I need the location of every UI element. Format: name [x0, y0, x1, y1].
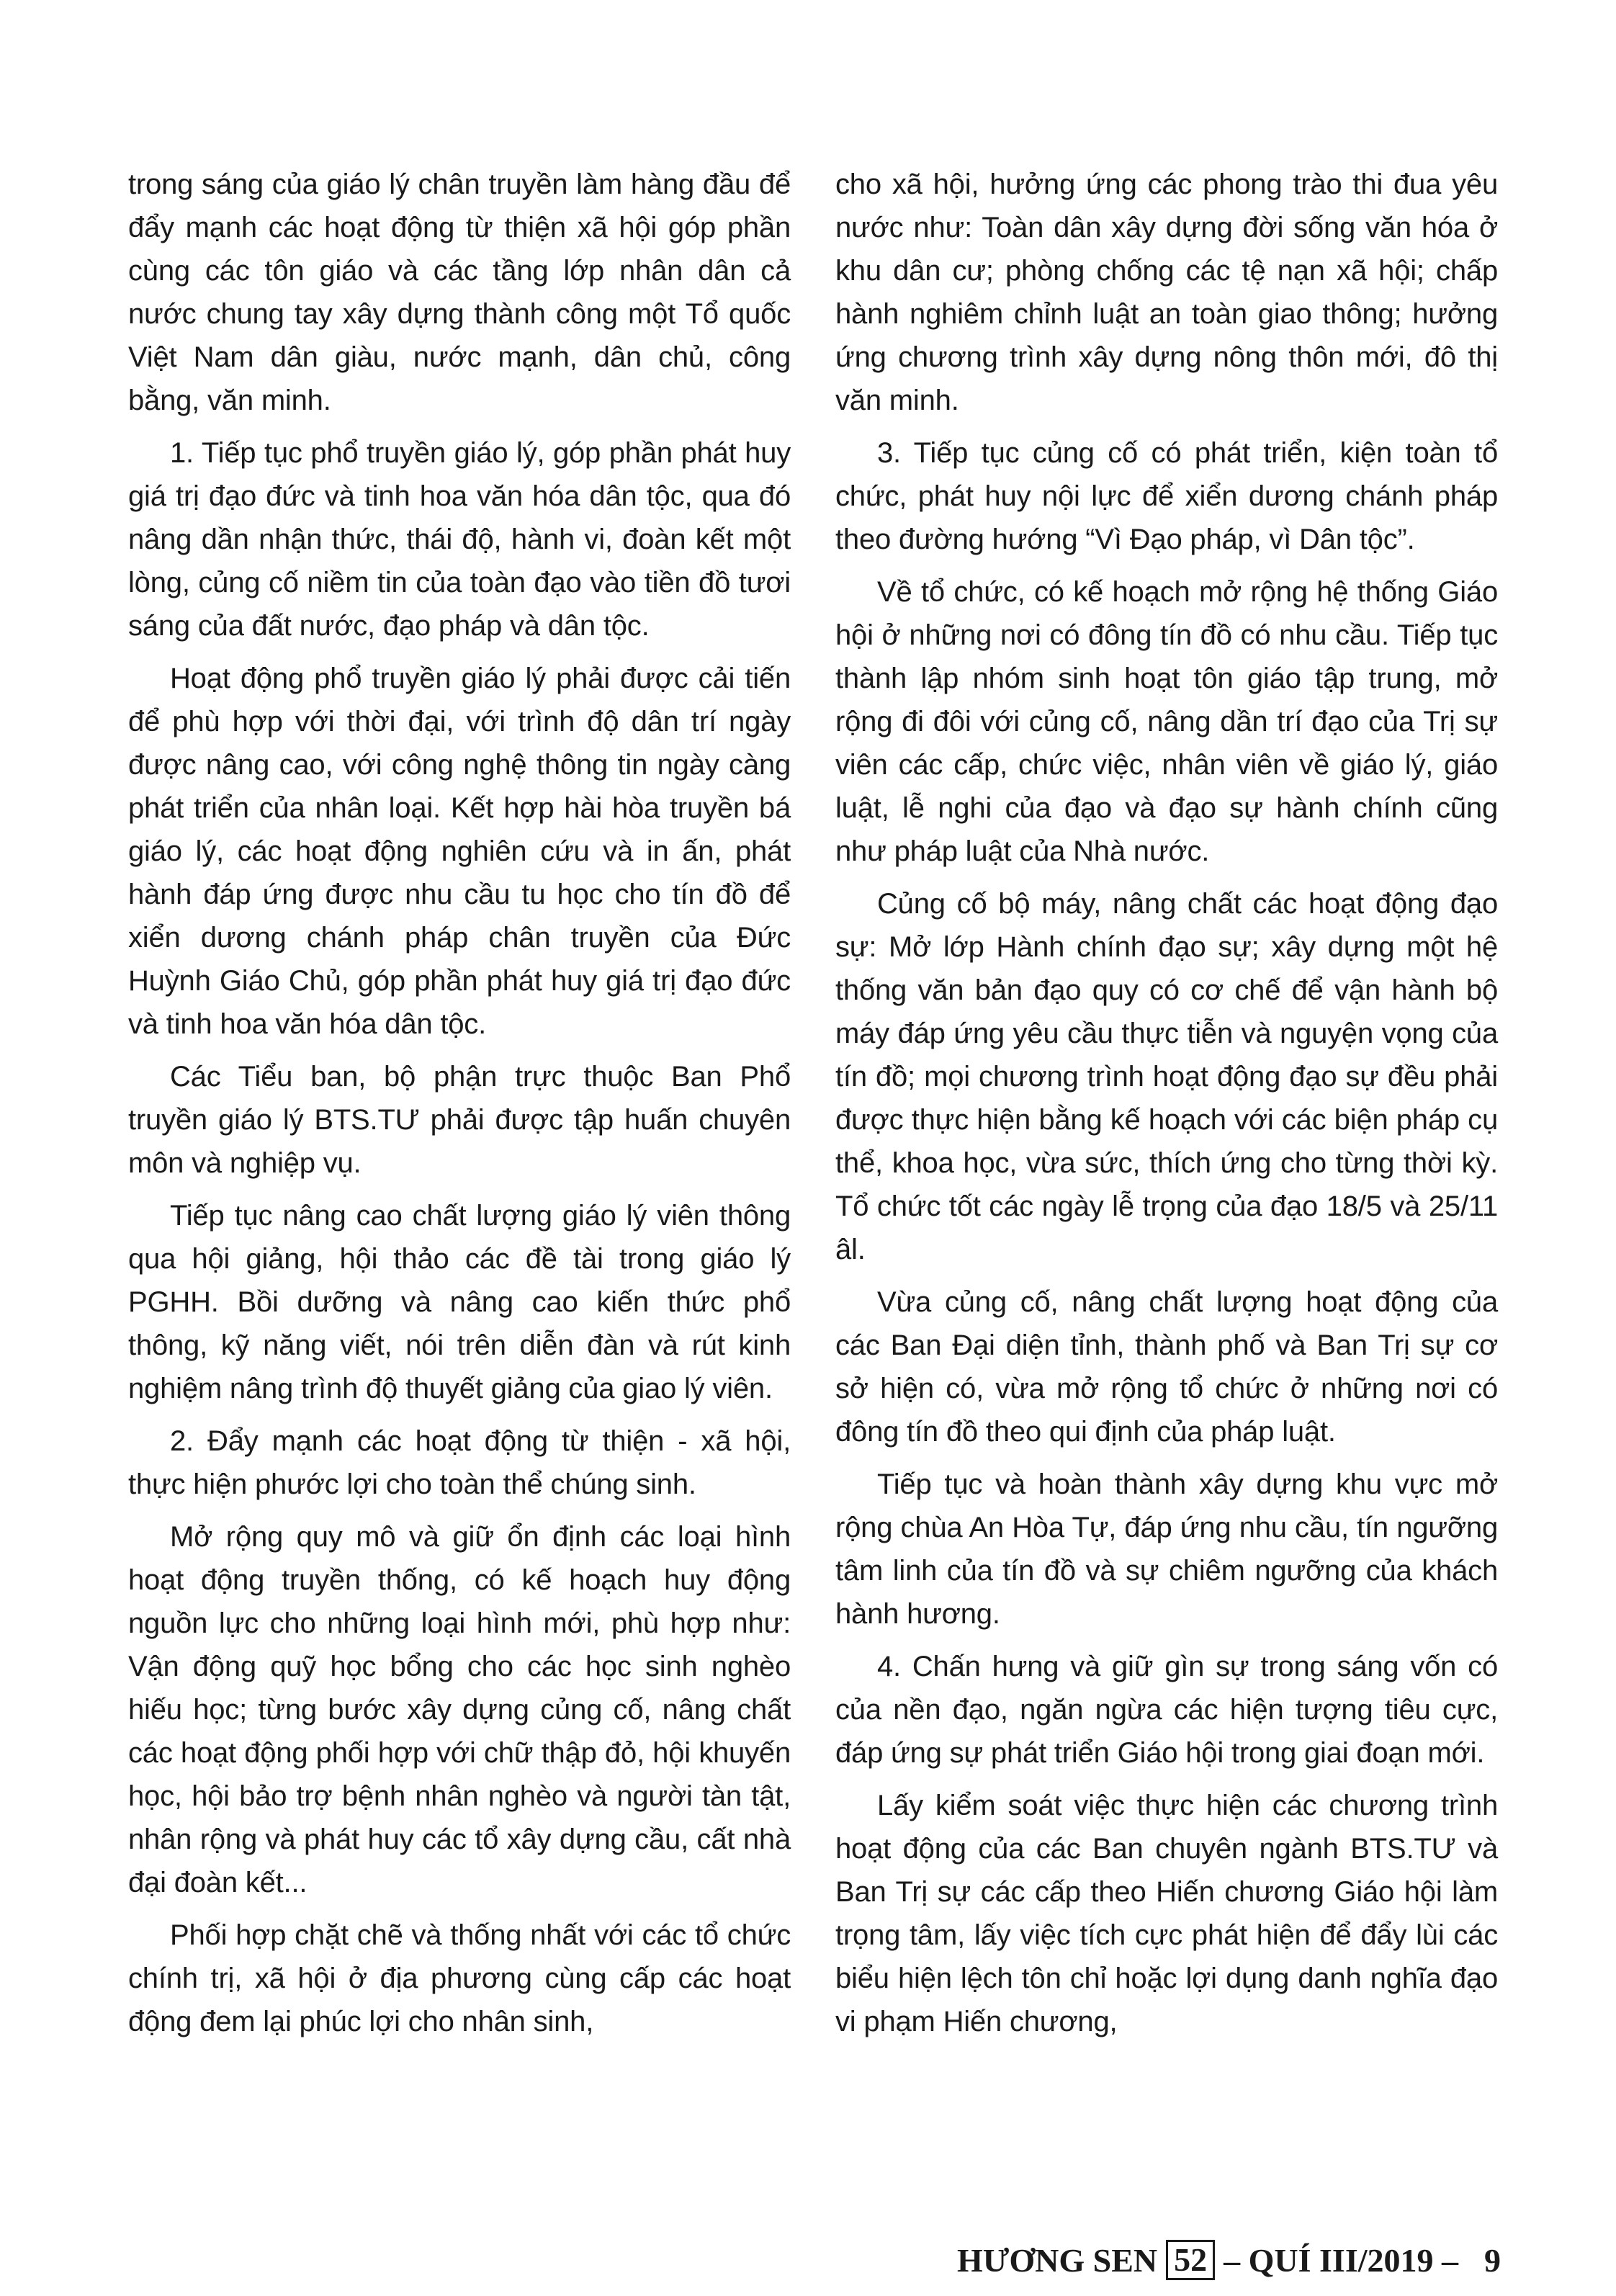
magazine-title: HƯƠNG SEN: [956, 2241, 1158, 2279]
paragraph: Tiếp tục và hoàn thành xây dựng khu vực mở rộng chùa An Hòa Tự, đáp ứng nhu cầu, tín ngưỡng tâm linh của tín đồ và sự chiêm ngưỡng của khách hành hương.: [835, 1468, 1498, 1630]
page-footer: [957, 2240, 1501, 2280]
paragraph: Tiếp tục nâng cao chất lượng giáo lý viên thông qua hội giảng, hội thảo các đề tài trong giáo lý PGHH. Bồi dưỡng và nâng cao kiến thức phổ thông, kỹ năng viết, nói trên diễn đàn và rút kinh nghiệm nâng trình độ thuyết giảng của giao lý viên.: [128, 1200, 791, 1404]
paragraph: Về tổ chức, có kế hoạch mở rộng hệ thống Giáo hội ở những nơi có đông tín đồ có nhu cầu. Tiếp tục thành lập nhóm sinh hoạt tôn giáo tập trung, mở rộng đi đôi với củng cố, nâng dần trí đạo của Trị sự viên các cấp, chức việc, nhân viên về giáo lý, giáo luật, lễ nghi của đạo và đạo sự hành chính cũng như pháp luật của Nhà nước.: [835, 576, 1498, 867]
paragraph: cho xã hội, hưởng ứng các phong trào thi đua yêu nước như: Toàn dân xây dựng đời sống văn hóa ở khu dân cư; phòng chống các tệ nạn xã hội; chấp hành nghiêm chỉnh luật an toàn giao thông; hưởng ứng chương trình xây dựng nông thôn mới, đô thị văn minh.: [835, 169, 1498, 416]
paragraph: Vừa củng cố, nâng chất lượng hoạt động của các Ban Đại diện tỉnh, thành phố và Ban Trị sự cơ sở hiện có, vừa mở rộng tổ chức ở những nơi có đông tín đồ theo qui định của pháp luật.: [835, 1286, 1498, 1448]
paragraph: Mở rộng quy mô và giữ ổn định các loại hình hoạt động truyền thống, có kế hoạch huy động nguồn lực cho những loại hình mới, phù hợp như: Vận động quỹ học bổng cho các học sinh nghèo hiếu học; từng bước xây dựng củng cố, nâng chất các hoạt động phối hợp với chữ thập đỏ, hội khuyến học, hội bảo trợ bệnh nhân nghèo và người tàn tật, nhân rộng và phát huy các tổ xây dựng cầu, cất nhà đại đoàn kết...: [128, 1521, 791, 1898]
issue-number-box: 52: [1166, 2240, 1215, 2280]
paragraph: 4. Chấn hưng và giữ gìn sự trong sáng vốn có của nền đạo, ngăn ngừa các hiện tượng tiêu cực, đáp ứng sự phát triển Giáo hội trong giai đoạn mới.: [835, 1651, 1498, 1769]
paragraph: Củng cố bộ máy, nâng chất các hoạt động đạo sự: Mở lớp Hành chính đạo sự; xây dựng một hệ thống văn bản đạo quy có cơ chế để vận hành bộ máy đáp ứng yêu cầu thực tiễn và nguyện vọng của tín đồ; mọi chương trình hoạt động đạo sự đều phải được thực hiện bằng kế hoạch với các biện pháp cụ thể, khoa học, vừa sức, thích ứng cho từng thời kỳ. Tổ chức tốt các ngày lễ trọng của đạo 18/5 và 25/11 âl.: [835, 888, 1498, 1265]
paragraph: Hoạt động phổ truyền giáo lý phải được cải tiến để phù hợp với thời đại, với trình độ dân trí ngày được nâng cao, với công nghệ thông tin ngày càng phát triển của nhân loại. Kết hợp hài hòa truyền bá giáo lý, các hoạt động nghiên cứu và in ấn, phát hành đáp ứng được nhu cầu tu học cho tín đồ để xiển dương chánh pháp chân truyền của Đức Huỳnh Giáo Chủ, góp phần phát huy giá trị đạo đức và tinh hoa văn hóa dân tộc.: [128, 663, 791, 1040]
paragraph: Lấy kiểm soát việc thực hiện các chương trình hoạt động của các Ban chuyên ngành BTS.TƯ và Ban Trị sự các cấp theo Hiến chương Giáo hội làm trọng tâm, lấy việc tích cực phát hiện để đẩy lùi các biểu hiện lệch tôn chỉ hoặc lợi dụng danh nghĩa đạo vi phạm Hiến chương,: [835, 1790, 1498, 2037]
issue-period: – QUÍ III/2019 –: [1224, 2241, 1458, 2279]
paragraph: 3. Tiếp tục củng cố có phát triển, kiện toàn tổ chức, phát huy nội lực để xiển dương chánh pháp theo đường hướng “Vì Đạo pháp, vì Dân tộc”.: [835, 437, 1498, 555]
paragraph: 2. Đẩy mạnh các hoạt động từ thiện - xã hội, thực hiện phước lợi cho toàn thể chúng sinh.: [128, 1425, 791, 1500]
paragraph: Phối hợp chặt chẽ và thống nhất với các tổ chức chính trị, xã hội ở địa phương cùng cấp các hoạt động đem lại phúc lợi cho nhân sinh,: [128, 1919, 791, 2037]
paragraph: Các Tiểu ban, bộ phận trực thuộc Ban Phổ truyền giáo lý BTS.TƯ phải được tập huấn chuyên môn và nghiệp vụ.: [128, 1061, 791, 1179]
left-column: [128, 163, 791, 2053]
right-column: [835, 163, 1498, 2053]
paragraph: trong sáng của giáo lý chân truyền làm hàng đầu để đẩy mạnh các hoạt động từ thiện xã hội góp phần cùng các tôn giáo và các tầng lớp nhân dân cả nước chung tay xây dựng thành công một Tổ quốc Việt Nam dân giàu, nước mạnh, dân chủ, công bằng, văn minh.: [128, 169, 791, 416]
page-number: 9: [1484, 2241, 1501, 2279]
paragraph: 1. Tiếp tục phổ truyền giáo lý, góp phần phát huy giá trị đạo đức và tinh hoa văn hóa dân tộc, qua đó nâng dần nhận thức, thái độ, hành vi, đoàn kết một lòng, củng cố niềm tin của toàn đạo vào tiền đồ tươi sáng của đất nước, đạo pháp và dân tộc.: [128, 437, 791, 642]
